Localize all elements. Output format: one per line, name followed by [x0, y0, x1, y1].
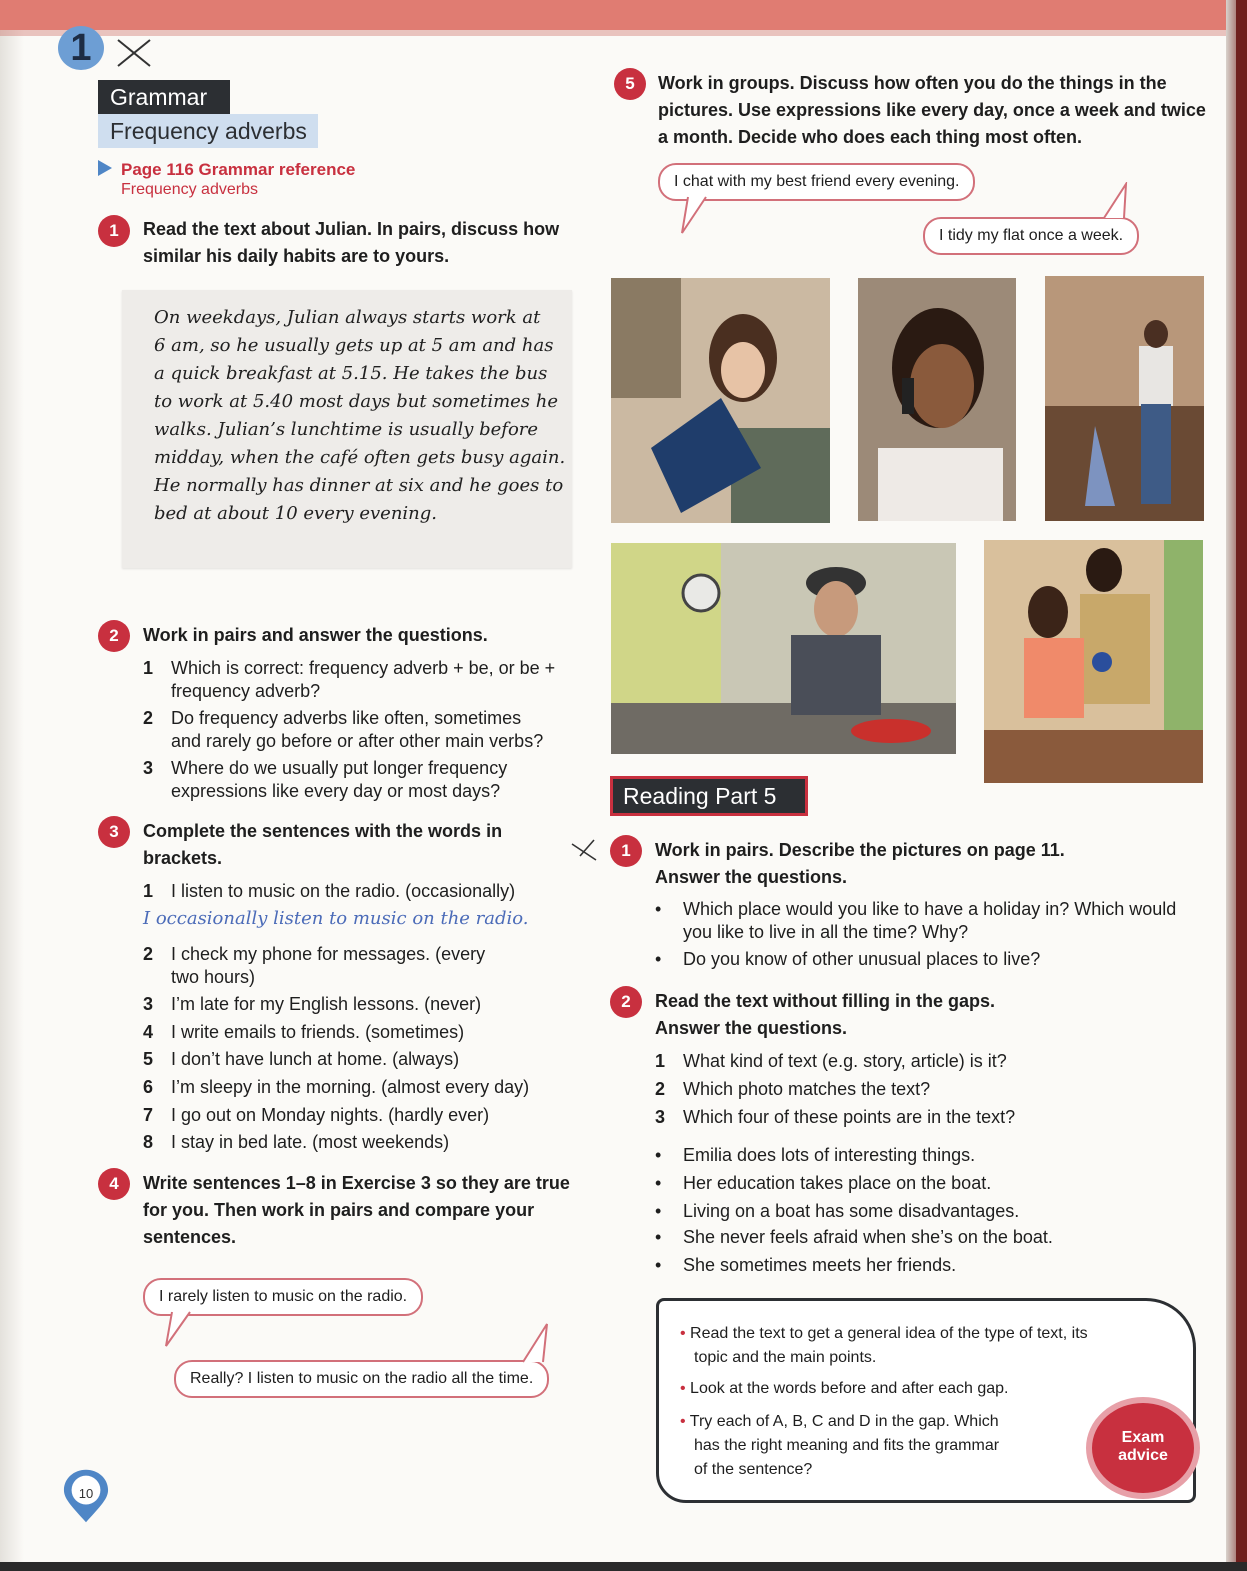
exercise-number: 4	[98, 1168, 130, 1200]
list-item	[655, 1172, 1155, 1195]
exercise-4-line1: Write sentences 1–8 in Exercise 3 so they are true	[143, 1173, 570, 1193]
item-number: 2	[143, 708, 154, 728]
item-text: Her education takes place on the boat.	[683, 1173, 992, 1193]
item-number: 1	[143, 658, 154, 678]
right-edge-dark	[1236, 0, 1247, 1571]
item-number: 5	[143, 1049, 154, 1069]
bullet-icon: •	[655, 949, 662, 969]
bubble-tail-icon	[515, 1322, 555, 1364]
item-text: I stay in bed late. (most weekends)	[171, 1132, 450, 1152]
note-line: midday, when the café often gets busy again.	[154, 447, 566, 468]
item-text: Which four of these points are in the text?	[683, 1107, 1016, 1127]
item-text: She never feels afraid when she’s on the boat.	[683, 1227, 1053, 1247]
item-text: I write emails to friends. (sometimes)	[171, 1022, 465, 1042]
badge-line: Exam	[1121, 1429, 1165, 1446]
note-line: He normally has dinner at six and he goes to	[154, 475, 564, 496]
tip-text: topic and the main points.	[694, 1349, 877, 1366]
tip-text: has the right meaning and fits the grammar	[694, 1437, 1000, 1454]
exercise-1-line2: similar his daily habits are to yours.	[143, 246, 450, 266]
bullet-icon: •	[655, 1227, 662, 1247]
list-item	[143, 707, 583, 753]
exam-tip	[680, 1322, 1160, 1370]
list-item	[143, 1104, 583, 1127]
item-text: She sometimes meets her friends.	[683, 1255, 957, 1275]
bullet-icon: •	[680, 1380, 691, 1397]
photo-woman-phone	[858, 278, 1016, 521]
item-text: I’m late for my English lessons. (never)	[171, 994, 482, 1014]
note-line: On weekdays, Julian always starts work at	[154, 307, 541, 328]
tip-text: of the sentence?	[694, 1461, 813, 1478]
reading-part-tag: Reading Part 5	[610, 776, 808, 816]
item-text: two hours)	[171, 967, 256, 987]
list-item	[143, 1021, 583, 1044]
list-item	[655, 1254, 1155, 1277]
exercise-5-line3: a month. Decide who does each thing most often.	[658, 127, 1083, 147]
exercise-5-line1: Work in groups. Discuss how often you do the things in the	[658, 73, 1167, 93]
bullet-icon: •	[655, 1173, 662, 1193]
top-band-shadow	[0, 30, 1247, 36]
note-line: walks. Julian’s lunchtime is usually before	[154, 419, 539, 440]
bubble-tail-icon	[160, 1310, 200, 1350]
item-text: you like to live in all the time? Why?	[683, 922, 969, 942]
item-text: Where do we usually put longer frequency	[171, 758, 508, 778]
item-text: Living on a boat has some disadvantages.	[683, 1201, 1020, 1221]
bubble-text: I rarely listen to music on the radio.	[159, 1288, 408, 1305]
item-text: Do frequency adverbs like often, sometimes	[171, 708, 522, 728]
exercise-number: 1	[610, 835, 642, 867]
tip-text: Read the text to get a general idea of the type of text, its	[690, 1325, 1088, 1342]
list-item	[143, 657, 583, 703]
item-text: What kind of text (e.g. story, article) is it?	[683, 1051, 1007, 1071]
cross-mark-icon	[116, 38, 152, 68]
item-text: I check my phone for messages. (every	[171, 944, 486, 964]
photo-man-vacuuming	[1045, 276, 1204, 521]
top-band	[0, 0, 1247, 30]
bullet-icon: •	[655, 1255, 662, 1275]
bullet-icon: •	[680, 1413, 690, 1430]
speech-bubble	[174, 1360, 549, 1398]
bullet-icon: •	[655, 1145, 662, 1165]
item-text: I’m sleepy in the morning. (almost every day)	[171, 1077, 530, 1097]
exam-tip	[680, 1410, 1080, 1482]
item-number: 2	[143, 944, 154, 964]
page-gutter-shadow	[0, 0, 24, 1571]
item-number: 4	[143, 1022, 154, 1042]
check-mark-icon	[570, 838, 598, 864]
topic-tag: Frequency adverbs	[98, 114, 318, 148]
exercise-1-line1: Read the text about Julian. In pairs, discuss how	[143, 219, 560, 239]
list-item	[655, 1144, 1155, 1167]
item-number: 3	[143, 758, 154, 778]
handwritten-answer: I occasionally listen to music on the radio.	[143, 908, 529, 929]
bullet-icon: •	[680, 1325, 691, 1342]
item-text: Emilia does lots of interesting things.	[683, 1145, 976, 1165]
list-item	[655, 1078, 1155, 1101]
item-text: Which photo matches the text?	[683, 1079, 931, 1099]
exercise-number: 1	[98, 215, 130, 247]
item-number: 3	[143, 994, 154, 1014]
item-text: Which is correct: frequency adverb + be, or be +	[171, 658, 556, 678]
item-text: I listen to music on the radio. (occasionally)	[171, 881, 516, 901]
reading-2-line2: Answer the questions.	[655, 1018, 848, 1038]
exercise-number: 5	[614, 68, 646, 100]
page-number: 10	[78, 1486, 94, 1501]
grammar-tag: Grammar	[98, 80, 230, 114]
item-number: 1	[143, 881, 154, 901]
exercise-4-line3: sentences.	[143, 1227, 237, 1247]
item-text: I go out on Monday nights. (hardly ever)	[171, 1105, 490, 1125]
unit-number-badge: 1	[58, 26, 104, 70]
list-item	[143, 757, 583, 803]
item-text: Which place would you like to have a holiday in? Which would	[683, 899, 1177, 919]
bullet-icon: •	[655, 1201, 662, 1221]
reading-1-line1: Work in pairs. Describe the pictures on page 11.	[655, 840, 1065, 860]
tip-text: Look at the words before and after each gap.	[690, 1380, 1009, 1397]
speech-bubble	[923, 217, 1139, 255]
bubble-text: Really? I listen to music on the radio all the time.	[190, 1370, 534, 1387]
item-number: 8	[143, 1132, 154, 1152]
item-text: expressions like every day or most days?	[171, 781, 501, 801]
bubble-text: I tidy my flat once a week.	[939, 227, 1124, 244]
photo-man-cooking	[611, 543, 956, 754]
exercise-2-title: Work in pairs and answer the questions.	[143, 625, 488, 645]
item-number: 1	[655, 1051, 666, 1071]
grammar-reference-link[interactable]: Page 116 Grammar reference	[121, 160, 356, 179]
item-number: 6	[143, 1077, 154, 1097]
badge-line: advice	[1118, 1447, 1168, 1464]
exercise-5-line2: pictures. Use expressions like every day, once a week and twice	[658, 100, 1206, 120]
list-item	[143, 993, 583, 1016]
exam-advice-badge	[1086, 1397, 1200, 1499]
list-item	[143, 1048, 583, 1071]
item-number: 3	[655, 1107, 666, 1127]
item-text: Do you know of other unusual places to live?	[683, 949, 1041, 969]
exercise-number: 2	[98, 620, 130, 652]
exercise-3-line2: brackets.	[143, 848, 223, 868]
bubble-text: I chat with my best friend every evening.	[674, 173, 960, 190]
list-item	[143, 943, 583, 989]
tip-text: Try each of A, B, C and D in the gap. Which	[689, 1413, 999, 1430]
item-text: frequency adverb?	[171, 681, 321, 701]
item-text: and rarely go before or after other main verbs?	[171, 731, 544, 751]
bullet-icon: •	[655, 899, 662, 919]
list-item	[655, 1106, 1155, 1129]
exam-tip	[680, 1377, 1160, 1401]
play-arrow-icon	[98, 160, 112, 176]
exercise-number: 2	[610, 986, 642, 1018]
exercise-4-line2: for you. Then work in pairs and compare your	[143, 1200, 535, 1220]
item-number: 7	[143, 1105, 154, 1125]
item-text: I don’t have lunch at home. (always)	[171, 1049, 460, 1069]
grammar-reference-sub: Frequency adverbs	[121, 181, 258, 198]
list-item	[143, 1131, 583, 1154]
exercise-number: 3	[98, 816, 130, 848]
reading-2-line1: Read the text without filling in the gaps.	[655, 991, 996, 1011]
list-item	[655, 948, 1215, 971]
item-number: 2	[655, 1079, 666, 1099]
note-line: a quick breakfast at 5.15. He takes the bus	[154, 363, 548, 384]
note-line: to work at 5.40 most days but sometimes he	[154, 391, 559, 412]
list-item	[655, 898, 1215, 944]
list-item	[655, 1226, 1155, 1249]
note-line: bed at about 10 every evening.	[154, 503, 437, 524]
exercise-3-line1: Complete the sentences with the words in	[143, 821, 503, 841]
list-item	[655, 1200, 1155, 1223]
reading-1-line2: Answer the questions.	[655, 867, 848, 887]
bubble-tail-icon	[1100, 182, 1134, 220]
list-item	[143, 1076, 583, 1099]
note-line: 6 am, so he usually gets up at 5 am and has	[154, 335, 554, 356]
bottom-edge	[0, 1562, 1247, 1571]
bubble-tail-icon	[678, 195, 714, 237]
photo-woman-reading	[611, 278, 830, 523]
list-item	[655, 1050, 1155, 1073]
photo-couple-shopping	[984, 540, 1203, 783]
list-item	[143, 880, 583, 903]
